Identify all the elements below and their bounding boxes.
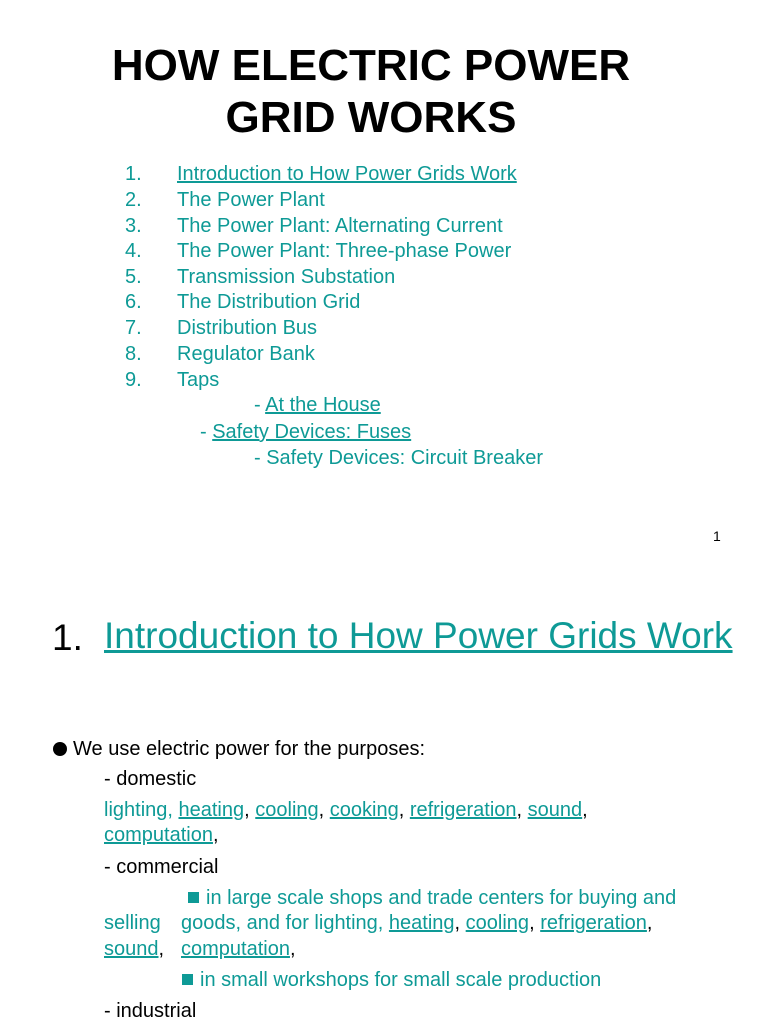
toc-link-at-the-house[interactable]: At the House bbox=[265, 394, 381, 416]
industrial-label: - industrial bbox=[104, 1000, 197, 1022]
shops-line-1 bbox=[188, 886, 676, 911]
toc-text: The Power Plant bbox=[177, 189, 325, 211]
workshops-text: in small workshops for small scale production bbox=[200, 969, 602, 991]
shops-line-2 bbox=[181, 911, 652, 936]
separator: , bbox=[646, 912, 653, 934]
shops-text-1: in large scale shops and trade centers for buying and bbox=[206, 887, 677, 909]
separator: , bbox=[582, 799, 588, 821]
subitem-prefix: - bbox=[200, 421, 213, 443]
toc-number: 4. bbox=[125, 240, 142, 262]
toc-subitem bbox=[254, 445, 543, 471]
domestic-list-line-1 bbox=[104, 798, 588, 823]
separator: , bbox=[398, 799, 410, 821]
square-bullet-icon bbox=[182, 974, 193, 985]
sound-link[interactable]: sound bbox=[527, 799, 583, 821]
intro-text: We use electric power for the purposes: bbox=[73, 738, 426, 760]
subitem-prefix: - bbox=[254, 447, 267, 469]
heating-link-2[interactable]: heating bbox=[388, 912, 455, 934]
toc-text: Transmission Substation bbox=[177, 266, 396, 288]
toc-text: Regulator Bank bbox=[177, 343, 315, 365]
title-line-2: GRID WORKS bbox=[225, 93, 517, 142]
page-number: 1 bbox=[713, 528, 721, 544]
toc-number: 1. bbox=[125, 163, 142, 185]
cooking-link[interactable]: cooking bbox=[329, 799, 399, 821]
computation-link[interactable]: computation bbox=[104, 824, 213, 846]
toc-number: 2. bbox=[125, 189, 142, 211]
toc-link-safety-fuses[interactable]: Safety Devices: Fuses bbox=[212, 421, 412, 443]
toc-number: 8. bbox=[125, 343, 142, 365]
lighting-text: lighting, bbox=[104, 799, 179, 821]
toc-text: The Power Plant: Three-phase Power bbox=[177, 240, 512, 262]
toc-number: 5. bbox=[125, 266, 142, 288]
title-line-1: HOW ELECTRIC POWER bbox=[111, 41, 631, 90]
toc-text: The Distribution Grid bbox=[177, 291, 361, 313]
domestic-list-line-2 bbox=[104, 823, 219, 848]
toc-text: Distribution Bus bbox=[177, 317, 318, 339]
cooling-link[interactable]: cooling bbox=[255, 799, 319, 821]
workshops-line bbox=[182, 968, 601, 993]
separator: , bbox=[454, 912, 466, 934]
separator: , bbox=[318, 799, 330, 821]
refrigeration-link-2[interactable]: refrigeration bbox=[540, 912, 647, 934]
toc-subitem bbox=[200, 419, 411, 445]
computation-link-2[interactable]: computation bbox=[181, 938, 290, 960]
bullet-icon bbox=[53, 742, 67, 756]
separator: , bbox=[244, 799, 256, 821]
sound-link-2[interactable]: sound bbox=[104, 938, 159, 960]
separator: , bbox=[212, 824, 219, 846]
shops-line-3 bbox=[104, 937, 164, 962]
separator: , bbox=[529, 912, 541, 934]
section-heading-link[interactable]: Introduction to How Power Grids Work bbox=[104, 615, 733, 656]
heating-link[interactable]: heating bbox=[178, 799, 245, 821]
subitem-prefix: - bbox=[254, 394, 266, 416]
separator: , bbox=[158, 938, 165, 960]
shops-text-2: goods, and for lighting, bbox=[181, 912, 389, 934]
document-title bbox=[0, 40, 742, 144]
subitem-text: Safety Devices: Circuit Breaker bbox=[266, 447, 543, 469]
selling-label bbox=[104, 911, 161, 936]
section-number: 1. bbox=[52, 617, 83, 658]
toc-number: 9. bbox=[125, 369, 142, 391]
separator: , bbox=[289, 938, 296, 960]
square-bullet-icon bbox=[188, 892, 199, 903]
toc-text: Taps bbox=[177, 369, 220, 391]
toc-link-introduction[interactable]: Introduction to How Power Grids Work bbox=[177, 163, 517, 185]
shops-line-3b bbox=[181, 937, 296, 962]
separator: , bbox=[516, 799, 528, 821]
intro-bullet bbox=[53, 737, 425, 762]
toc-number: 6. bbox=[125, 291, 142, 313]
toc-number: 3. bbox=[125, 215, 142, 237]
commercial-label: - commercial bbox=[104, 856, 219, 878]
domestic-label: - domestic bbox=[104, 768, 197, 790]
toc-text: The Power Plant: Alternating Current bbox=[177, 215, 503, 237]
toc-subitem bbox=[254, 392, 381, 418]
cooling-link-2[interactable]: cooling bbox=[465, 912, 530, 934]
refrigeration-link[interactable]: refrigeration bbox=[409, 799, 517, 821]
selling-text: selling bbox=[104, 912, 161, 934]
toc-number: 7. bbox=[125, 317, 142, 339]
